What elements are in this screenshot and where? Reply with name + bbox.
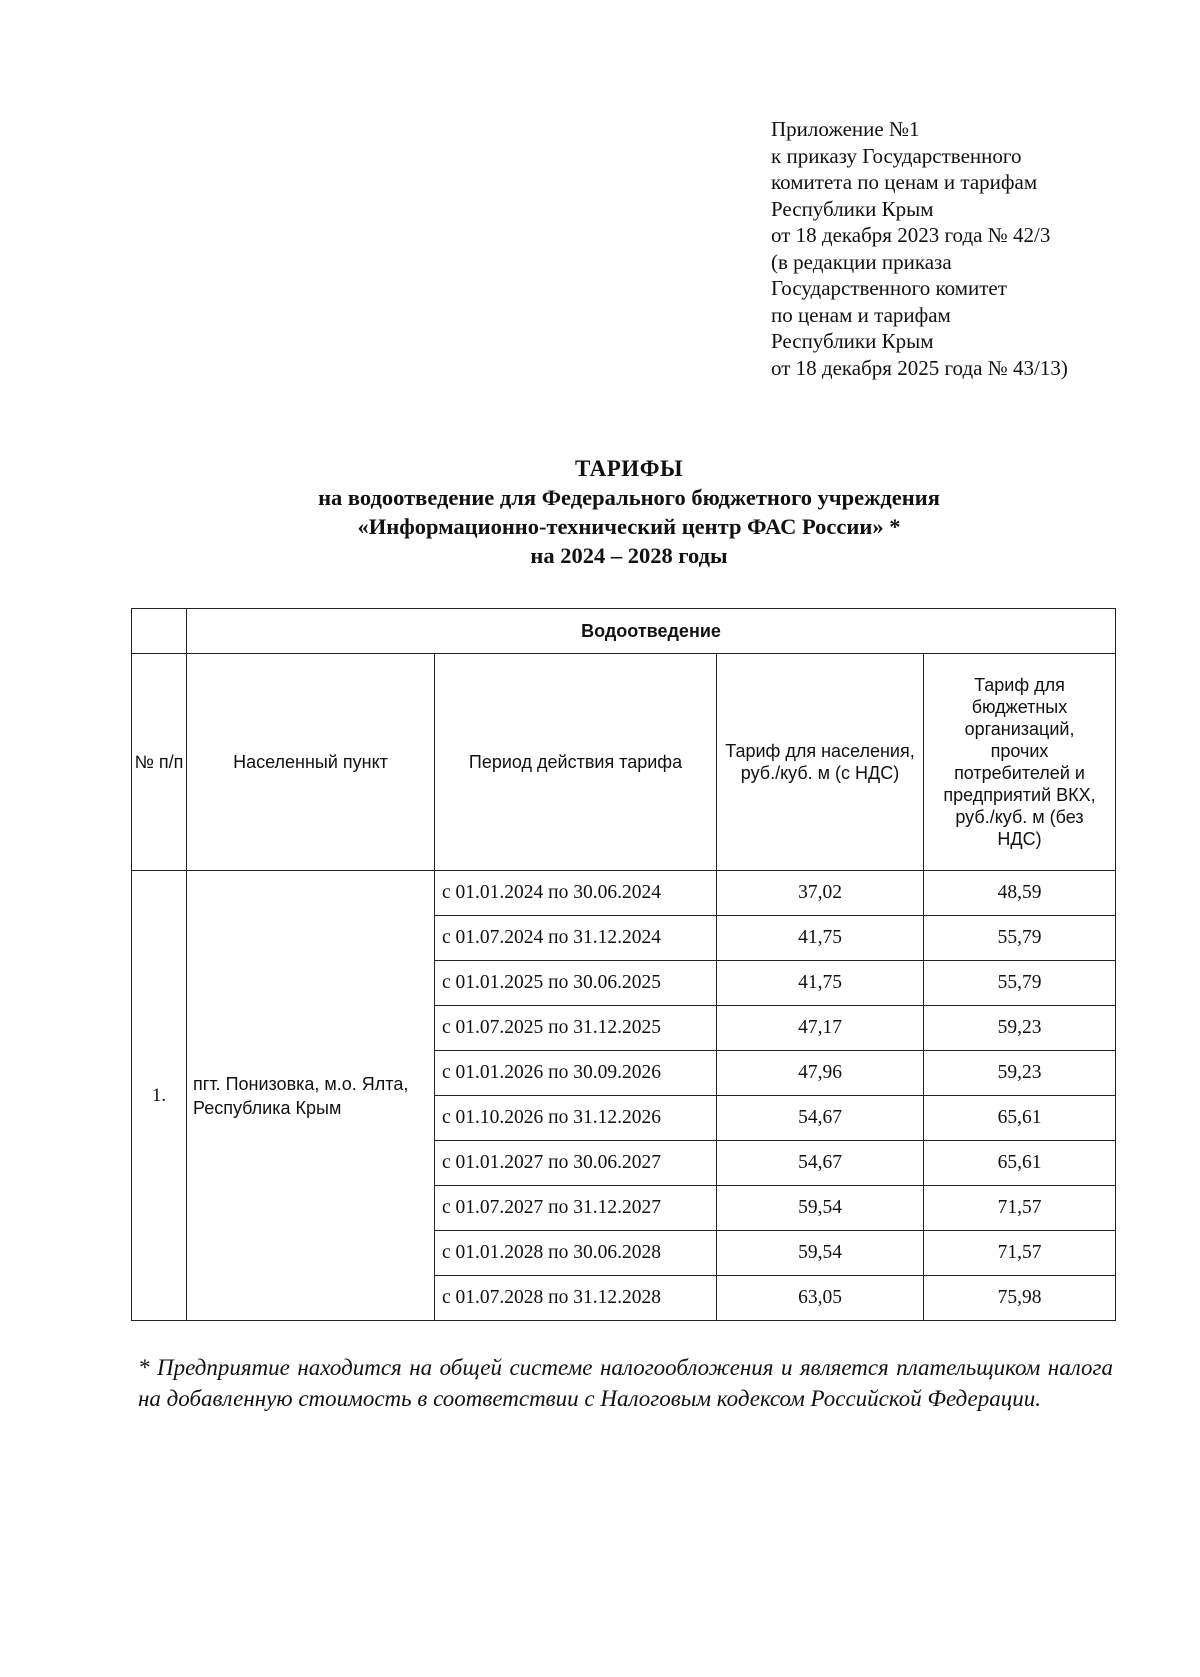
header-settlement: Населенный пункт [187,654,435,871]
budget-tariff-cell: 59,23 [924,1051,1116,1096]
document-title [0,454,1200,570]
budget-tariff-cell: 65,61 [924,1096,1116,1141]
period-cell: с 01.01.2027 по 30.06.2027 [435,1141,717,1186]
population-tariff-cell: 47,96 [717,1051,924,1096]
period-cell: с 01.07.2027 по 31.12.2027 [435,1186,717,1231]
period-cell: с 01.01.2026 по 30.09.2026 [435,1051,717,1096]
budget-tariff-cell: 48,59 [924,871,1116,916]
population-tariff-cell: 41,75 [717,916,924,961]
annex-line: Республики Крым [771,329,934,353]
tariff-table [131,608,1116,1321]
population-tariff-cell: 59,54 [717,1186,924,1231]
header-num: № п/п [132,654,187,871]
population-tariff-cell: 59,54 [717,1231,924,1276]
budget-tariff-cell: 71,57 [924,1186,1116,1231]
group-header-cell: Водоотведение [187,609,1116,654]
period-cell: с 01.10.2026 по 31.12.2026 [435,1096,717,1141]
header-budget-tariff: Тариф для бюджетных организаций, прочих потребителей и предприятий ВКХ, руб./куб. м (без НДС) [924,654,1116,871]
population-tariff-cell: 54,67 [717,1096,924,1141]
period-cell: с 01.01.2028 по 30.06.2028 [435,1231,717,1276]
period-cell: с 01.01.2024 по 30.06.2024 [435,871,717,916]
budget-tariff-cell: 59,23 [924,1006,1116,1051]
annex-line: Государственного комитет [771,276,1007,300]
row-number-cell: 1. [132,871,187,1321]
budget-tariff-cell: 75,98 [924,1276,1116,1321]
settlement-cell: пгт. Понизовка, м.о. Ялта, Республика Крым [187,871,435,1321]
population-tariff-cell: 37,02 [717,871,924,916]
header-period: Период действия тарифа [435,654,717,871]
population-tariff-cell: 41,75 [717,961,924,1006]
annex-line: комитета по ценам и тарифам [771,170,1038,194]
title-line: на 2024 – 2028 годы [530,543,728,568]
population-tariff-cell: 54,67 [717,1141,924,1186]
budget-tariff-cell: 65,61 [924,1141,1116,1186]
empty-corner-cell [132,609,187,654]
annex-header [771,116,1068,381]
table-row [132,871,1116,916]
annex-line: по ценам и тарифам [771,302,951,327]
title-line: на водоотведение для Федерального бюджетного учреждения [318,485,940,510]
budget-tariff-cell: 55,79 [924,961,1116,1006]
budget-tariff-cell: 55,79 [924,916,1116,961]
footnote: * Предприятие находится на общей системе налогообложения и является плательщиком налога на добавленную стоимость в соответствии с Налоговым кодексом Российской Федерации. [138,1355,1113,1411]
population-tariff-cell: 47,17 [717,1006,924,1051]
annex-line: Республики Крым [771,196,934,221]
period-cell: с 01.01.2025 по 30.06.2025 [435,961,717,1006]
period-cell: с 01.07.2025 по 31.12.2025 [435,1006,717,1051]
annex-line: Приложение №1 [771,117,920,141]
table-header-row [132,654,1116,871]
title-line: «Информационно-технический центр ФАС России» * [357,514,901,539]
budget-tariff-cell: 71,57 [924,1231,1116,1276]
table-group-header-row [132,609,1116,654]
period-cell: с 01.07.2028 по 31.12.2028 [435,1276,717,1321]
header-population-tariff: Тариф для населения, руб./куб. м (с НДС) [717,654,924,871]
population-tariff-cell: 63,05 [717,1276,924,1321]
annex-line: от 18 декабря 2023 года № 42/3 [771,223,1051,247]
annex-line: (в редакции приказа [771,249,952,274]
title-line: ТАРИФЫ [574,456,684,481]
annex-line: от 18 декабря 2025 года № 43/13) [771,355,1068,380]
annex-line: к приказу Государственного [771,143,1022,168]
period-cell: с 01.07.2024 по 31.12.2024 [435,916,717,961]
